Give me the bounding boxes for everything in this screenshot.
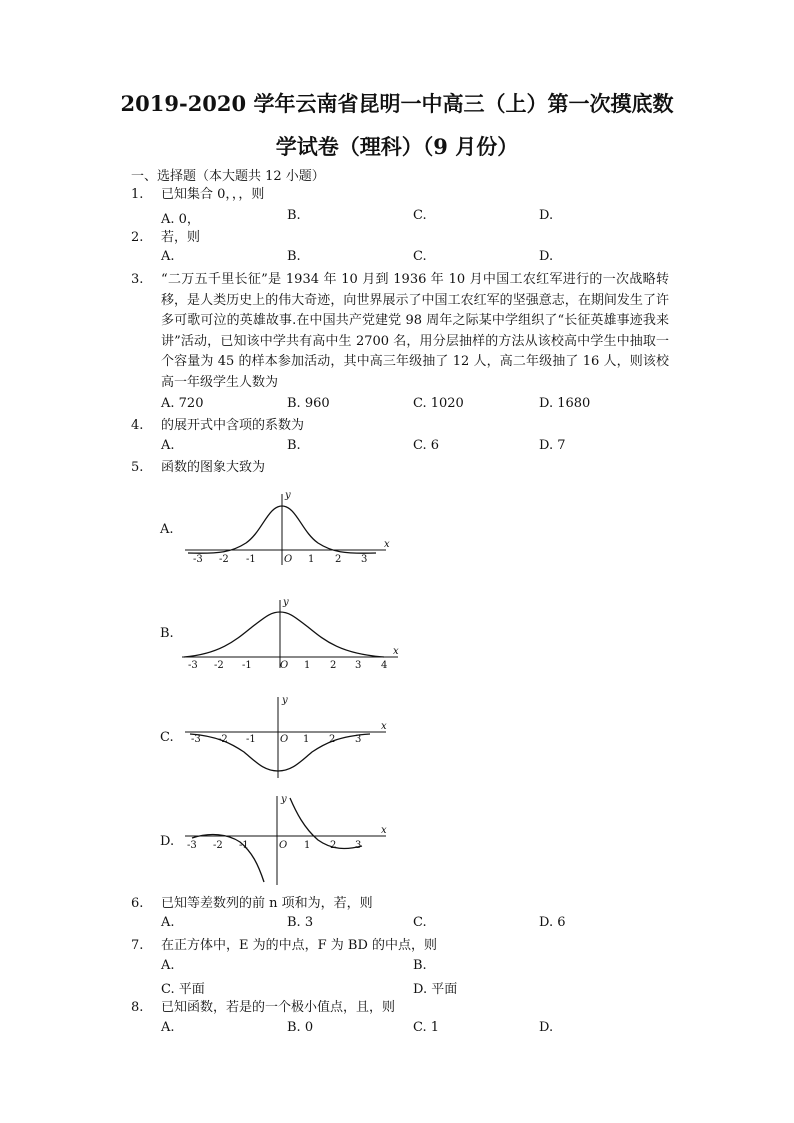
tick-label: 3: [355, 734, 362, 745]
tick-label: 4: [381, 660, 388, 671]
axis-label-y: y: [283, 597, 289, 608]
question-text: 若，则: [161, 230, 201, 245]
option-b: B.: [287, 438, 301, 453]
question-number: 3.: [131, 272, 144, 287]
option-a: A.: [161, 1020, 175, 1035]
option-b: B.: [287, 249, 301, 264]
paper-title-line1: 2019-2020 学年云南省昆明一中高三（上）第一次摸底数: [120, 91, 674, 116]
question-text: 的展开式中含项的系数为: [161, 418, 305, 433]
axis-label-y: y: [285, 490, 291, 501]
question-text: 已知集合 0，，，则: [161, 187, 265, 202]
tick-label: 3: [355, 660, 362, 671]
tick-label: 1: [304, 660, 311, 671]
option-d: D.: [160, 834, 175, 849]
question-text: 函数的图象大致为: [161, 460, 266, 475]
option-d: D. 6: [539, 915, 566, 930]
option-a: A.: [161, 915, 175, 930]
question-number: 7.: [131, 938, 144, 953]
option-c: C. 1020: [413, 396, 464, 411]
question-number: 4.: [131, 418, 144, 433]
tick-label: 2: [330, 840, 337, 851]
question-text: 已知等差数列的前 n 项和为，若，则: [161, 896, 373, 911]
tick-label: -3: [188, 660, 198, 671]
question-number: 1.: [131, 187, 144, 202]
tick-label: 1: [304, 840, 311, 851]
option-b: B.: [160, 626, 174, 641]
option-a: A.: [161, 958, 175, 973]
tick-label: -2: [214, 660, 224, 671]
option-c: C. 6: [413, 438, 440, 453]
origin-label: O: [280, 660, 289, 671]
option-d: D. 平面: [413, 982, 458, 997]
tick-label: -3: [191, 734, 201, 745]
axis-label-x: x: [384, 539, 390, 550]
tick-label: -3: [193, 554, 203, 565]
option-d: D.: [539, 208, 554, 223]
tick-label: 2: [330, 660, 337, 671]
tick-label: 1: [303, 734, 310, 745]
tick-label: -2: [218, 734, 228, 745]
option-c: C.: [413, 915, 427, 930]
option-b: B.: [413, 958, 427, 973]
tick-label: -2: [213, 840, 223, 851]
axis-label-y: y: [282, 695, 288, 706]
question-text: “二万五千里长征”是 1934 年 10 月到 1936 年 10 月中国工农红军进行的一次战略转移，是人类历史上的伟大奇迹，向世界展示了中国工农红军的坚强意志，在期间发生了许多可歌可泣的英雄故事.在中国共产党建党 98 周年之际某中学组织了“长征英雄事迹我来讲”活动，已知该中学共有高中生 2700 名，用分层抽样的方法从该校高中学生中抽取一个容量为 45 的样本参加活动，其中高三年级抽了 12 人，高二年级抽了 16 人，则该校高一年级学生人数为: [161, 272, 669, 390]
axis-label-x: x: [381, 825, 387, 836]
option-a: A.: [160, 522, 174, 537]
option-a: A.: [161, 249, 175, 264]
question-text: 在正方体中，E 为的中点，F 为 BD 的中点，则: [161, 938, 438, 953]
option-b: B. 960: [287, 396, 330, 411]
question-number: 5.: [131, 460, 144, 475]
tick-label: -1: [246, 734, 256, 745]
option-b: B. 0: [287, 1020, 314, 1035]
option-b: B. 3: [287, 915, 314, 930]
tick-label: 1: [308, 554, 315, 565]
option-c: C.: [160, 730, 174, 745]
option-c: C. 平面: [161, 982, 205, 997]
option-d: D.: [539, 1020, 554, 1035]
option-c: C. 1: [413, 1020, 440, 1035]
origin-label: O: [284, 554, 293, 565]
tick-label: -3: [187, 840, 197, 851]
option-c: C.: [413, 249, 427, 264]
question-number: 6.: [131, 896, 144, 911]
axis-label-x: x: [393, 646, 399, 657]
axis-label-x: x: [381, 721, 387, 732]
option-d: D. 1680: [539, 396, 591, 411]
option-d: D.: [539, 249, 554, 264]
option-d: D. 7: [539, 438, 566, 453]
option-c: C.: [413, 208, 427, 223]
axis-label-y: y: [281, 794, 287, 805]
tick-label: 2: [335, 554, 342, 565]
tick-label: -1: [239, 840, 249, 851]
tick-label: 3: [361, 554, 368, 565]
option-b: B.: [287, 208, 301, 223]
tick-label: -1: [242, 660, 252, 671]
curve-d-left: [192, 835, 264, 882]
tick-label: 2: [329, 734, 336, 745]
curve-d-right: [290, 798, 362, 848]
question-text: 已知函数，若是的一个极小值点，且，则: [161, 1000, 396, 1015]
option-a: A. 720: [161, 396, 204, 411]
option-a: A. 0，: [161, 212, 200, 227]
origin-label: O: [279, 840, 288, 851]
paper-title-line2: 学试卷（理科）（9 月份）: [275, 134, 519, 159]
section-heading: 一、选择题（本大题共 12 小题）: [131, 169, 325, 184]
origin-label: O: [280, 734, 289, 745]
tick-label: -2: [219, 554, 229, 565]
question-number: 8.: [131, 1000, 144, 1015]
tick-label: -1: [246, 554, 256, 565]
question-number: 2.: [131, 230, 144, 245]
tick-label: 3: [355, 840, 362, 851]
option-a: A.: [161, 438, 175, 453]
